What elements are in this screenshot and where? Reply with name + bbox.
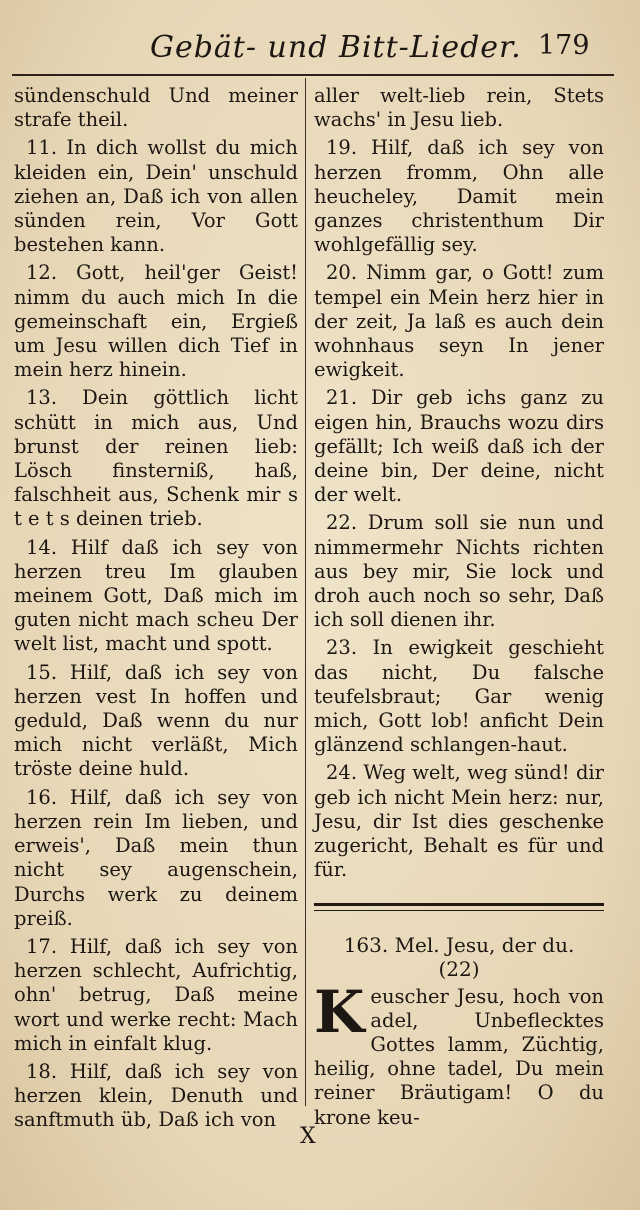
page-number: 179 [538, 30, 590, 61]
signature-mark: X [300, 1124, 316, 1149]
verse-14: 14. Hilf daß ich sey von herzen treu Im glauben meinem Gott, Daß mich im guten nicht mach scheu Der welt list, macht und spott. [14, 535, 298, 656]
hymn-heading: 163. Mel. Jesu, der du. [343, 932, 575, 957]
running-title: Gebät- und Bitt-Lieder. [150, 30, 522, 65]
verse-20: 20. Nimm gar, o Gott! zum tempel ein Mein herz hier in der zeit, Ja laß es auch dein wohnhaus seyn In jener ewigkeit. [314, 261, 604, 382]
left-column [14, 84, 298, 1133]
section-divider [314, 903, 604, 911]
right-column [314, 84, 604, 1130]
verse-continuation: sündenschuld Und meiner strafe theil. [14, 84, 298, 132]
verse-11: 11. In dich wollst du mich kleiden ein, Dein' unschuld ziehen an, Daß ich von allen sünden rein, Vor Gott bestehen kann. [14, 136, 298, 257]
verse-13: 13. Dein göttlich licht schütt in mich aus, Und brunst der reinen lieb: Lösch finsterniß, haß, falschheit aus, Schenk mir s t e t s deinen trieb. [14, 386, 298, 531]
drop-cap: K [314, 977, 365, 1046]
verse-21: 21. Dir geb ichs ganz zu eigen hin, Brauchs wozu dirs gefällt; Ich weiß daß ich der deine bin, Der deine, nicht der welt. [314, 386, 604, 507]
verse-12: 12. Gott, heil'ger Geist! nimm du auch mich In die gemeinschaft ein, Ergieß um Jesu willen dich Tief in mein herz hinein. [14, 261, 298, 382]
page-header [0, 24, 640, 74]
verse-15: 15. Hilf, daß ich sey von herzen vest In hoffen und geduld, Daß wenn du nur mich nicht verläßt, Mich tröste deine huld. [14, 660, 298, 781]
hymn-tune-number: (22) [438, 956, 480, 981]
hymn-first-verse [314, 977, 604, 1130]
header-rule [12, 74, 614, 76]
verse-18-continuation: aller welt-lieb rein, Stets wachs' in Jesu lieb. [314, 84, 604, 132]
verse-17: 17. Hilf, daß ich sey von herzen schlecht, Aufrichtig, ohn' betrug, Daß meine wort und werke recht: Mach mich in einfalt klug. [14, 934, 298, 1055]
verse-23: 23. In ewigkeit geschieht das nicht, Du falsche teufelsbraut; Gar wenig mich, Gott lob! anficht Dein glänzend schlangen-haut. [314, 636, 604, 757]
verse-19: 19. Hilf, daß ich sey von herzen fromm, Ohn alle heucheley, Damit mein ganzes christenthum Dir wohlgefällig sey. [314, 136, 604, 257]
verse-24: 24. Weg welt, weg sünd! dir geb ich nicht Mein herz: nur, Jesu, dir Ist dies geschenke zugericht, Behalt es für und für. [314, 761, 604, 882]
verse-18: 18. Hilf, daß ich sey von herzen klein, Denuth und sanftmuth üb, Daß ich von [14, 1059, 298, 1132]
column-divider [305, 78, 306, 1106]
verse-22: 22. Drum soll sie nun und nimmermehr Nichts richten aus bey mir, Sie lock und droh auch noch so sehr, Daß ich soll dienen ihr. [314, 511, 604, 632]
hymn-first-text: euscher Jesu, hoch von adel, Unbeflecktes Gottes lamm, Züchtig, heilig, ohne tadel, Du mein reiner Bräutigam! O du krone keu- [314, 984, 604, 1129]
verse-16: 16. Hilf, daß ich sey von herzen rein Im lieben, und erweis', Daß mein thun nicht sey augenschein, Durchs werk zu deinem preiß. [14, 785, 298, 930]
